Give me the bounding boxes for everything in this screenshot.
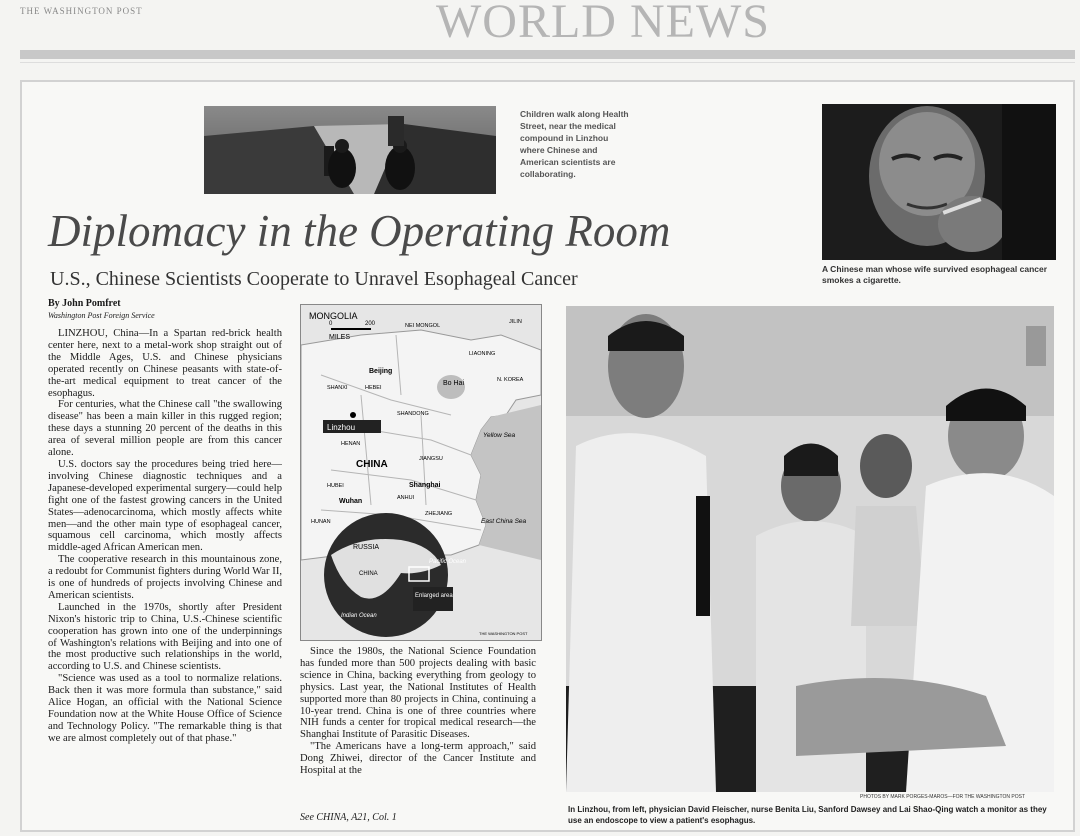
portrait-photo (822, 104, 1056, 260)
street-photo-caption: Children walk along Health Street, near the medical compound in Linzhou where Chinese and American scientists are collaborating. (520, 109, 629, 179)
article-column-2 (300, 646, 536, 806)
map-label: JILIN (509, 319, 522, 325)
map-label: HENAN (341, 441, 361, 447)
map-label: Indian Ocean (341, 613, 377, 619)
newspaper-name: THE WASHINGTON POST (20, 6, 143, 16)
section-title: WORLD NEWS (436, 0, 770, 48)
article-column-1 (48, 328, 282, 824)
map-label: N. KOREA (497, 377, 524, 383)
map-scale-tick: 0 (329, 321, 333, 327)
map-label: CHINA (356, 459, 388, 470)
jump-line: See CHINA, A21, Col. 1 (300, 812, 397, 823)
map-label: Pacific Ocean (429, 559, 467, 565)
map-label: Enlarged area (415, 593, 453, 599)
map-label: SHANDONG (397, 411, 429, 417)
map-label: East China Sea (481, 518, 527, 525)
masthead-rule-thin (20, 62, 1075, 63)
paragraph: For centuries, what the Chinese call "the swallowing disease" has been a main killer in this rugged region; these days a stunning 20 percent of the deaths in this area of several million people are from this cancer alone. (48, 399, 282, 459)
main-photo-caption: In Linzhou, from left, physician David Fleischer, nurse Benita Liu, Sanford Dawsey and Lai Shao-Qing watch a monitor as they use an endoscope to view a patient's esophagus. (568, 805, 1047, 825)
paragraph: Since the 1980s, the National Science Foundation has funded more than 500 projects dealing with basic science in China, backing everything from geology to physics. Last year, the National Institutes of Health supported more than 80 projects in China, continuing a 10-year trend. China is one of three countries where NIH funds a center for tropical medical research—the Shanghai Institute of Parasitic Diseases. (300, 646, 536, 741)
map-label: Wuhan (339, 498, 363, 505)
map-label: HEBEI (365, 385, 382, 391)
paragraph: "Science was used as a tool to normalize relations. Back then it was more formula than substance," said Alice Hogan, an official with the National Science Foundation now at the White House Office of Science and Technology Policy. "The remarkable thing is that we are almost completely out of that phase." (48, 673, 282, 744)
map-label: LIAONING (469, 351, 496, 357)
map-label: Shanghai (409, 482, 441, 489)
paragraph: "The Americans have a long-term approach," said Dong Zhiwei, director of the Cancer Institute and Hospital at the (300, 741, 536, 777)
map-label: Beijing (369, 368, 393, 375)
street-photo (204, 106, 496, 194)
paragraph: Launched in the 1970s, shortly after President Nixon's historic trip to China, U.S.-Chinese scientific cooperation has grown into one of the underpinnings of Washington's relations with Beijing and into one of the most productive such relationships in the world, according to U.S. and Chinese scientists. (48, 601, 282, 673)
map-label: Yellow Sea (483, 432, 516, 439)
byline-affiliation: Washington Post Foreign Service (48, 311, 155, 320)
subheadline: U.S., Chinese Scientists Cooperate to Unravel Esophageal Cancer (50, 268, 578, 290)
main-photo (566, 306, 1054, 792)
map-title: MONGOLIA (309, 311, 358, 321)
map-label: JIANGSU (419, 456, 443, 462)
map-label: HUBEI (327, 483, 344, 489)
photo-credit: PHOTOS BY MARK PORGES-MAROS—FOR THE WASHINGTON POST (860, 794, 1026, 800)
china-map (300, 304, 542, 641)
map-credit: THE WASHINGTON POST (479, 631, 528, 636)
headline: Diplomacy in the Operating Room (48, 206, 671, 256)
paragraph: U.S. doctors say the procedures being tried here—involving Chinese diagnostic techniques and a Japanese-developed experimental surgery—could help fight one of the fastest growing cancers in the United States—adenocarcinoma, which mostly affects white men—and the other main type of esophageal cancer, squamous cell carcinoma, which mostly affects middle-aged African American men. (48, 458, 282, 554)
masthead-rule (20, 50, 1075, 59)
map-label: SHANXI (327, 385, 348, 391)
map-label: ZHEJIANG (425, 511, 453, 517)
map-label: Bo Hai (443, 380, 465, 387)
map-label: ANHUI (397, 495, 415, 501)
portrait-caption: A Chinese man whose wife survived esophageal cancer smokes a cigarette. (822, 264, 1048, 285)
byline-author: By John Pomfret (48, 298, 121, 309)
map-label: HUNAN (311, 519, 331, 525)
map-label-linzhou: Linzhou (327, 423, 356, 432)
paragraph: LINZHOU, China—In a Spartan red-brick health center here, next to a metal-work shop straight out of the Middle Ages, U.S. and Chinese physicians operated recently on Chinese peasants with state-of-the-art medical equipment to treat cancer of the esophagus. (48, 328, 282, 399)
paragraph: The cooperative research in this mountainous zone, a redoubt for Communist fighters during World War II, is one of hundreds of projects involving Chinese and American scientists. (48, 554, 282, 601)
map-label: NEI MONGOL (405, 323, 441, 329)
map-label: CHINA (359, 571, 378, 577)
map-scale-label: MILES (329, 334, 351, 341)
map-scale-tick: 200 (365, 321, 376, 327)
map-label: RUSSIA (353, 544, 380, 551)
